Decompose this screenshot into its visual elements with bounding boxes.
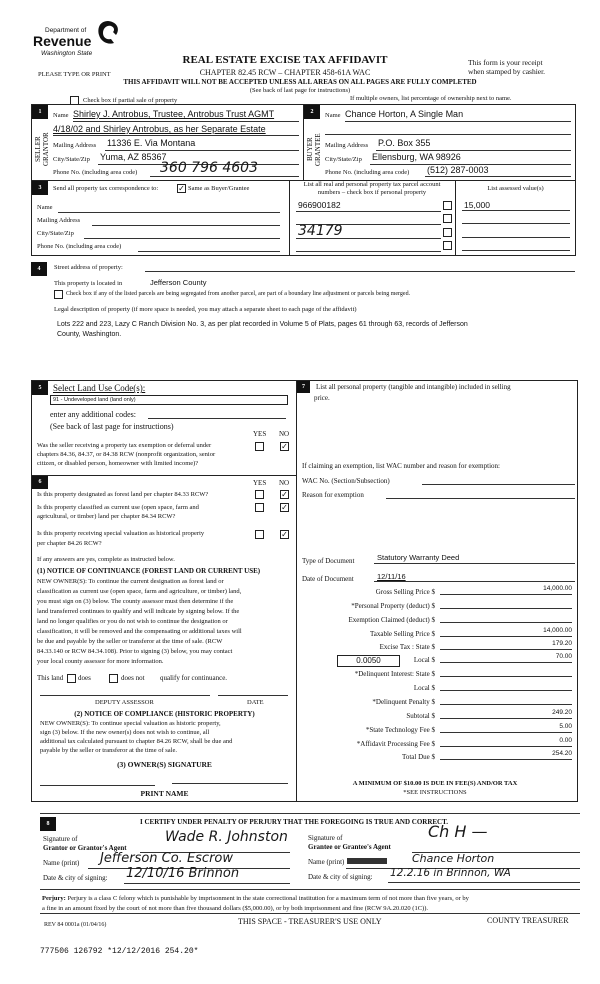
forest-no-checkbox[interactable]: ✓ [281, 490, 288, 499]
assessed-divider [455, 180, 456, 256]
grantor-name[interactable]: Jefferson Co. Escrow [100, 851, 234, 866]
parcel-personal-checkbox-2[interactable] [443, 214, 452, 223]
notice-continuance-8: 84.33.140 or RCW 84.34.108). Prior to signing (3) below, you may contact [37, 648, 233, 655]
personal-property-title-1: List all personal property (tangible and intangible) included in selling [316, 383, 511, 391]
grantee-sig-label-1: Signature of [308, 834, 343, 842]
excise-tax-state-value[interactable]: 179.20 [440, 640, 572, 650]
certify-statement: I CERTIFY UNDER PENALTY OF PERJURY THAT THE FOREGOING IS TRUE AND CORRECT. [140, 818, 449, 826]
section-5-marker: 5 [32, 381, 48, 395]
buyer-city-label: City/State/Zip [325, 156, 362, 163]
exemption-claimed-label: Exemption Claimed (deduct) $ [348, 616, 435, 624]
revenue-logo-icon [96, 20, 120, 46]
notice-continuance-1: NEW OWNER(S): To continue the current designation as forest land or [37, 578, 224, 585]
parcel-personal-checkbox-1[interactable] [443, 201, 452, 210]
section-2-marker: 2 [304, 105, 320, 119]
notice-continuance-9: your local county assessor for more information. [37, 658, 164, 665]
grantee-signature[interactable]: Ch H — [428, 822, 488, 841]
perjury-bottom-rule [40, 913, 580, 914]
street-address-label: Street address of property: [54, 264, 123, 271]
seller-name-underline [73, 121, 299, 122]
owner-signature-field-2[interactable] [172, 783, 288, 784]
historic-no-checkbox[interactable]: ✓ [281, 530, 288, 539]
county-value[interactable]: Jefferson County [150, 278, 207, 287]
parcel-personal-checkbox-3[interactable] [443, 228, 452, 237]
corr-phone-field[interactable] [138, 251, 280, 252]
corr-name-field[interactable] [58, 212, 280, 213]
buyer-name-label: Name [325, 112, 341, 119]
current-use-question-1: Is this property classified as current use (open space, farm and [37, 504, 199, 511]
grantee-date-label: Date & city of signing: [308, 873, 373, 881]
notice-compliance-3: additional tax calculated pursuant to chapter 84.26 RCW, shall be due and [40, 738, 233, 745]
buyer-mailing-label: Mailing Address [325, 142, 369, 149]
buyer-name2-underline [325, 134, 571, 135]
grantee-date-line [388, 882, 580, 883]
form-title: REAL ESTATE EXCISE TAX AFFIDAVIT [182, 54, 388, 66]
excise-tax-local-label: Local $ [413, 656, 435, 664]
legal-description-line2[interactable]: County, Washington. [57, 331, 122, 338]
this-land-label: This land [37, 674, 64, 682]
perjury-statement-1 [42, 895, 469, 902]
revenue-logo [33, 20, 133, 62]
section-6-marker: 6 [32, 476, 48, 489]
seller-phone[interactable]: 360 796 4603 [160, 160, 258, 176]
section-8-top-rule [40, 813, 580, 814]
deputy-date-field[interactable] [218, 695, 288, 696]
land-use-select[interactable]: 91 - Undeveloped land (land only) [50, 395, 288, 405]
excise-tax-local-value[interactable]: 70.00 [440, 653, 572, 663]
seller-name-line2[interactable]: 4/18/02 and Shirley Antrobus, as her Separate Estate [53, 124, 266, 134]
delinquent-penalty-value[interactable] [440, 695, 572, 705]
located-in-label: This property is located in [54, 280, 123, 287]
buyer-mailing[interactable]: P.O. Box 355 [378, 138, 431, 148]
corr-city-label: City/State/Zip [37, 230, 74, 237]
section-1-marker: 1 [32, 105, 48, 119]
receipt-note-2: when stamped by cashier. [468, 67, 546, 76]
total-due-value[interactable]: 254.20 [440, 750, 572, 760]
section-7-marker: 7 [297, 381, 310, 393]
grantor-date-label: Date & city of signing: [43, 874, 108, 882]
current-use-no-checkbox[interactable]: ✓ [281, 503, 288, 512]
parcel-line-4 [296, 251, 441, 252]
seller-name-line1[interactable]: Shirley J. Antrobus, Trustee, Antrobus Trust AGMT [73, 109, 275, 119]
personal-property-label: *Personal Property (deduct) $ [351, 602, 435, 610]
seller-mailing[interactable]: 11336 E. Via Montana [107, 138, 196, 148]
grantee-name[interactable]: Chance Horton [412, 852, 495, 865]
notice-compliance-title: (2) NOTICE OF COMPLIANCE (HISTORIC PROPERTY) [74, 710, 255, 718]
exemption-question-3: citizen, or disabled person, homeowner with limited income)? [37, 460, 199, 467]
legal-description-line1[interactable]: Lots 222 and 223, Lazy C Ranch Division No. 3, as per plat recorded in Volume 5 of Plats, pages 61 through 63, records of Jefferson [57, 321, 468, 328]
doc-date-value[interactable]: 12/11/16 [377, 572, 406, 581]
same-as-buyer-checkbox[interactable]: ✓ [178, 184, 185, 193]
segregated-label: Check box if any of the listed parcels are being segregated from another parcel, are part of a boundary line adjustment or parcels being merged. [66, 291, 411, 297]
correspondence-label: Send all property tax correspondence to: [53, 185, 159, 192]
historic-yes-checkbox[interactable] [255, 530, 264, 539]
grantor-sig-label-2: Grantor or Grantor's Agent [43, 844, 127, 852]
excise-tax-state-label: Excise Tax : State $ [379, 643, 435, 651]
personal-property-title-2: price. [314, 394, 330, 402]
buyer-city[interactable]: Ellensburg, WA 98926 [372, 152, 461, 162]
grantor-date-line [124, 883, 290, 884]
sec6-no-header: NO [279, 479, 290, 487]
gross-selling-price-value[interactable]: 14,000.00 [440, 585, 572, 595]
assessed-line-4 [462, 250, 570, 251]
notice-compliance-4: payable by the seller or transferor at the time of sale. [40, 747, 177, 754]
exemption-claimed-value[interactable] [440, 613, 572, 623]
partial-sale-label: Check box if partial sale of property [83, 97, 178, 104]
delinquent-interest-local-label: Local $ [413, 684, 435, 692]
buyer-mailing-underline [376, 150, 571, 151]
owner-signature-field[interactable] [40, 785, 155, 786]
parcel-number-3[interactable]: 34179 [298, 223, 343, 239]
grantor-sig-label-1: Signature of [43, 835, 78, 843]
current-use-yes-checkbox[interactable] [255, 503, 264, 512]
assessed-line-3 [462, 237, 570, 238]
state-technology-fee-value[interactable]: 5.00 [440, 723, 572, 733]
buyer-name-line1[interactable]: Chance Horton, A Single Man [345, 109, 464, 119]
forest-land-question: Is this property designated as forest land per chapter 84.33 RCW? [37, 491, 209, 498]
logo-dept: Department of [45, 27, 87, 34]
see-back-instructions: (See back of last page for instructions) [249, 87, 351, 94]
reason-label: Reason for exemption [302, 491, 364, 499]
exemption-yes-checkbox[interactable] [255, 442, 264, 451]
sec6-divider [31, 475, 296, 476]
section-4-marker: 4 [31, 262, 47, 276]
doc-type-underline [374, 563, 575, 564]
minimum-due-note: A MINIMUM OF $10.00 IS DUE IN FEE(S) AND/OR TAX [352, 780, 518, 787]
form-chapter: CHAPTER 82.45 RCW – CHAPTER 458-61A WAC [199, 68, 371, 77]
corr-name-label: Name [37, 204, 53, 211]
buyer-phone[interactable]: (512) 287-0003 [427, 165, 489, 175]
total-due-label: Total Due $ [402, 753, 435, 761]
sec5-no-header: NO [279, 430, 290, 438]
affidavit-processing-fee-value[interactable]: 0.00 [440, 737, 572, 747]
taxable-selling-price-value[interactable]: 14,000.00 [440, 627, 572, 637]
seller-name-label: Name [53, 112, 69, 119]
seller-mailing-underline [105, 150, 299, 151]
seller-name2-underline [53, 135, 299, 136]
does-not-qualify-checkbox[interactable] [109, 674, 118, 683]
seller-phone-underline [150, 176, 299, 177]
doc-type-label: Type of Document [302, 557, 355, 565]
buyer-grantee-label: BUYER GRANTEE [306, 133, 322, 166]
assessed-header: List assessed value(s) [487, 185, 544, 192]
deputy-date-label: DATE [247, 699, 264, 706]
buyer-phone-underline [425, 176, 571, 177]
notice-compliance-2: sign (3) below. If the new owner(s) does not wish to continue, all [40, 729, 210, 736]
notice-continuance-6: classification, it will be removed and the compensating or additional taxes will [37, 628, 242, 635]
buyer-phone-label: Phone No. (including area code) [325, 169, 410, 176]
doc-type-value[interactable]: Statutory Warranty Deed [377, 553, 460, 562]
does-qualify-checkbox[interactable] [67, 674, 76, 683]
seller-phone-label: Phone No. (including area code) [53, 169, 138, 176]
reason-field[interactable] [386, 498, 575, 499]
wac-field[interactable] [422, 484, 575, 485]
see-instructions-note: *SEE INSTRUCTIONS [403, 789, 467, 796]
please-type: PLEASE TYPE OR PRINT [38, 71, 111, 78]
same-as-buyer-label: Same as Buyer/Grantee [188, 185, 250, 192]
grantee-sig-label-2: Grantee or Grantee's Agent [308, 843, 391, 851]
payment-stamp: 777506 126792 *12/12/2016 254.20* [40, 947, 199, 956]
parcels-divider [289, 180, 290, 256]
assessed-line-1 [462, 210, 570, 211]
notice-continuance-2: classification as current use (open space, farm and agriculture, or timber) land, [37, 588, 242, 595]
sec6-yes-header: YES [253, 479, 267, 487]
additional-codes-label: enter any additional codes: [50, 410, 136, 419]
corr-phone-label: Phone No. (including area code) [37, 243, 122, 250]
affidavit-processing-fee-label: *Affidavit Processing Fee $ [356, 740, 435, 748]
exemption-claim-label: If claiming an exemption, list WAC number and reason for exemption: [302, 462, 500, 470]
print-name-label: PRINT NAME [140, 789, 189, 798]
segregated-checkbox[interactable] [54, 290, 63, 299]
perjury-text-1: Perjury is a class C felony which is punishable by imprisonment in the state correctional institution for a maximum term of not more than five years, or by [65, 895, 469, 902]
sec5-yes-header: YES [253, 430, 267, 438]
acceptance-warning: THIS AFFIDAVIT WILL NOT BE ACCEPTED UNLESS ALL AREAS ON ALL PAGES ARE FULLY COMPLETED [123, 78, 477, 86]
assessed-value-1[interactable]: 15,000 [464, 200, 490, 210]
section-3-marker: 3 [32, 181, 48, 195]
receipt-note-1: This form is your receipt [468, 58, 543, 67]
forest-yes-checkbox[interactable] [255, 490, 264, 499]
exemption-question-1: Was the seller receiving a property tax exemption or deferral under [37, 442, 212, 449]
doc-date-underline [374, 581, 575, 582]
form-number: REV 84 0001a (01/04/16) [44, 922, 107, 928]
perjury-bold: Perjury: [42, 895, 66, 902]
delinquent-interest-local-value[interactable] [440, 681, 572, 691]
land-use-title: Select Land Use Code(s): [53, 383, 146, 393]
logo-name: Revenue [33, 33, 92, 49]
historic-question-1: Is this property receiving special valuation as historical property [37, 530, 205, 537]
parcel-personal-checkbox-4[interactable] [443, 241, 452, 250]
redaction-mark [347, 858, 387, 864]
lower-divider [296, 380, 297, 802]
grantee-name-label: Name (print) [308, 858, 345, 866]
taxable-selling-price-label: Taxable Selling Price $ [369, 630, 435, 638]
qualify-label: qualify for continuance. [160, 674, 228, 682]
grantee-date-city[interactable]: 12.2.16 in Brinnon, WA [390, 867, 511, 879]
corr-city-field[interactable] [84, 238, 280, 239]
grantor-name-label: Name (print) [43, 859, 80, 867]
multiple-owners-note: If multiple owners, list percentage of ownership next to name. [350, 95, 512, 102]
subtotal-label: Subtotal $ [406, 712, 435, 720]
seller-city[interactable]: Yuma, AZ 85367 [100, 152, 167, 162]
land-use-see-back: (See back of last page for instructions) [50, 422, 174, 431]
delinquent-interest-state-value[interactable] [440, 667, 572, 677]
delinquent-penalty-label: *Delinquent Penalty $ [372, 698, 435, 706]
exemption-no-checkbox[interactable]: ✓ [281, 442, 288, 451]
notice-continuance-4: land transferred continues to qualify and will indicate by signing below. If the [37, 608, 240, 615]
parcel-line-3 [296, 238, 441, 239]
notice-compliance-1: NEW OWNER(S): To continue special valuation as historic property, [40, 720, 221, 727]
grantor-signature[interactable]: Wade R. Johnston [165, 829, 288, 845]
legal-description-label: Legal description of property (if more space is needed, you may attach a separate sheet to each page of the affidavit) [54, 306, 357, 313]
seller-grantor-label: SELLER GRANTOR [34, 132, 50, 167]
seller-mailing-label: Mailing Address [53, 142, 97, 149]
section-8-bottom-rule [40, 889, 580, 890]
local-rate-box[interactable]: 0.0050 [337, 655, 400, 667]
county-treasurer-label: COUNTY TREASURER [487, 916, 569, 925]
notice-continuance-3: you must sign on (3) below. The county assessor must then determine if the [37, 598, 234, 605]
gross-selling-price-label: Gross Selling Price $ [375, 588, 435, 596]
delinquent-interest-state-label: *Delinquent Interest: State $ [354, 670, 435, 678]
parcel-line-1 [296, 211, 441, 212]
does-label: does [78, 674, 91, 682]
personal-property-value[interactable] [440, 599, 572, 609]
if-yes-note: If any answers are yes, complete as instructed below. [37, 556, 175, 563]
current-use-question-2: agricultural, or timber) land per chapter 84.34 RCW? [37, 513, 176, 520]
owner-signature-title: (3) OWNER(S) SIGNATURE [117, 760, 212, 769]
does-not-label: does not [121, 674, 145, 682]
wac-label: WAC No. (Section/Subsection) [302, 477, 390, 485]
exemption-question-2: chapters 84.36, 84.37, or 84.38 RCW (nonprofit organization, senior [37, 451, 216, 458]
section-8-marker: 8 [40, 817, 56, 831]
parcels-header: List all real and personal property tax parcel account numbers – check box if personal property [303, 181, 441, 196]
deputy-assessor-signature-field[interactable] [40, 695, 210, 696]
corr-mailing-field[interactable] [92, 225, 280, 226]
notice-continuance-title: (1) NOTICE OF CONTINUANCE (FOREST LAND OR CURRENT USE) [37, 567, 261, 575]
parcel-number-1[interactable]: 966900182 [298, 200, 341, 210]
grantor-date-city[interactable]: 12/10/16 Brinnon [126, 866, 240, 881]
doc-date-label: Date of Document [302, 575, 354, 583]
historic-question-2: per chapter 84.26 RCW? [37, 540, 102, 547]
notice-continuance-7: be due and payable by the seller or transferor at the time of sale. (RCW [37, 638, 223, 645]
perjury-statement-2: a fine in an amount fixed by the court of not more than five thousand dollars ($5,000.00), or by both imprisonment and fine (RCW 9A.20.020 (1C)). [42, 905, 429, 912]
buyer-name-underline [345, 121, 571, 122]
logo-state: Washington State [41, 50, 93, 57]
seller-city-label: City/State/Zip [53, 156, 90, 163]
notice-continuance-5: land no longer qualifies or you do not wish to continue the designation or [37, 618, 228, 625]
subtotal-value[interactable]: 249.20 [440, 709, 572, 719]
treasurer-use-only: THIS SPACE - TREASURER'S USE ONLY [238, 917, 382, 926]
deputy-assessor-label: DEPUTY ASSESSOR [95, 699, 154, 706]
state-technology-fee-label: *State Technology Fee $ [365, 726, 435, 734]
street-address-field[interactable] [145, 271, 575, 272]
corr-mailing-label: Mailing Address [37, 217, 81, 224]
additional-codes-field[interactable] [148, 418, 286, 419]
assessed-line-2 [462, 223, 570, 224]
